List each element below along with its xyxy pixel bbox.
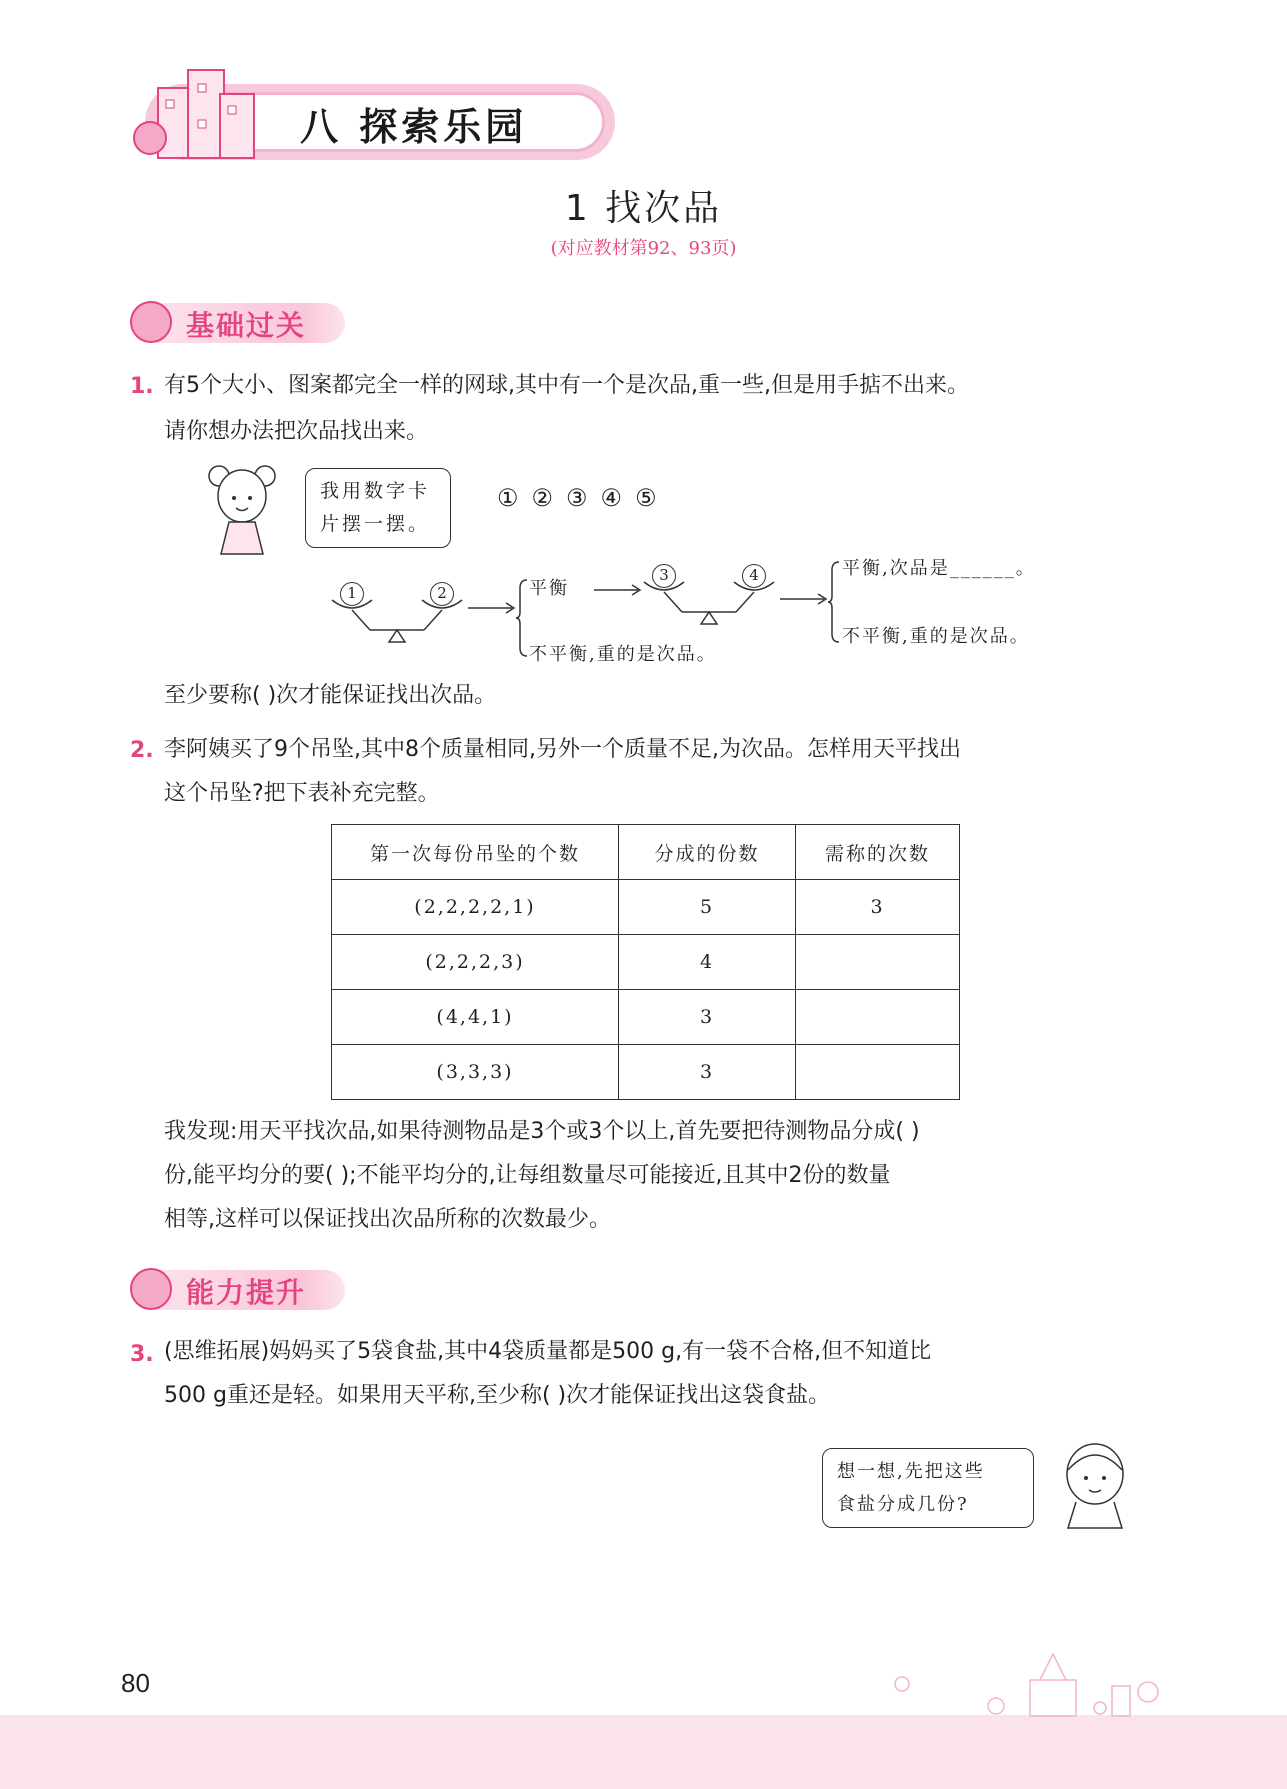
question-text: 这个吊坠?把下表补充完整。 [164, 781, 440, 806]
scale-item: 3 [652, 564, 676, 588]
card-3: ③ [566, 484, 588, 512]
branch2-unbalance: 不平衡,重的是次品。 [842, 626, 1030, 647]
arrow-icon [468, 598, 518, 618]
table-cell: (3,3,3) [332, 1045, 619, 1100]
table-cell: 3 [619, 1045, 796, 1100]
speech-bubble [822, 1448, 1034, 1528]
table-cell: 3 [619, 990, 796, 1045]
table-cell: 3 [796, 880, 960, 935]
table-header: 需称的次数 [796, 825, 960, 880]
question-text: (思维拓展)妈妈买了5袋食盐,其中4袋质量都是500 g,有一袋不合格,但不知道比 [164, 1339, 932, 1364]
table-header: 第一次每份吊坠的个数 [332, 825, 619, 880]
table-header-row [332, 825, 960, 880]
finding-text: 我发现:用天平找次品,如果待测物品是3个或3个以上,首先要把待测物品分成( ) [164, 1119, 920, 1144]
table-cell: (4,4,1) [332, 990, 619, 1045]
finding-text: 相等,这样可以保证找出次品所称的次数最少。 [164, 1207, 611, 1232]
arrow-icon [594, 580, 644, 600]
table-cell: (2,2,2,3) [332, 935, 619, 990]
branch-balance: 平衡 [529, 578, 569, 599]
table-row [332, 990, 960, 1045]
question-text: 有5个大小、图案都完全一样的网球,其中有一个是次品,重一些,但是用手掂不出来。 [164, 373, 969, 398]
branch2-balance: 平衡,次品是______。 [842, 558, 1036, 579]
girl-illustration [1058, 1440, 1133, 1530]
page-number: 80 [121, 1668, 150, 1698]
mascot-icon [130, 301, 172, 343]
question-text: 请你想办法把次品找出来。 [164, 419, 429, 444]
scale-item: 2 [430, 582, 454, 606]
q1-conclusion: 至少要称( )次才能保证找出次品。 [164, 683, 497, 708]
question-number: 3. [130, 1342, 154, 1367]
scale-item: 1 [340, 582, 364, 606]
question-number: 2. [130, 738, 154, 763]
card-4: ④ [600, 484, 623, 512]
table-row [332, 935, 960, 990]
question-text: 500 g重还是轻。如果用天平称,至少称( )次才能保证找出这袋食盐。 [164, 1383, 831, 1408]
card-5: ⑤ [635, 484, 657, 512]
table-row [332, 880, 960, 935]
bubble-line: 我用数字卡 [320, 480, 431, 502]
finding-text: 份,能平均分的要( );不能平均分的,让每组数量尽可能接近,且其中2份的数量 [164, 1163, 891, 1188]
card-1: ① [497, 484, 519, 512]
section-title-basic: 基础过关 [186, 309, 307, 342]
table-row [332, 1045, 960, 1100]
bubble-line: 片摆一摆。 [320, 513, 431, 535]
scale-item: 4 [742, 564, 766, 588]
brace-icon [516, 578, 528, 658]
speech-bubble [305, 468, 451, 548]
bubble-line: 想一想,先把这些 [837, 1461, 985, 1482]
girl-illustration [205, 458, 285, 558]
question-number: 1. [130, 374, 154, 399]
card-2: ② [531, 484, 554, 512]
lesson-title: 1 找次品 [564, 188, 723, 229]
castle-decoration-icon [880, 1650, 1170, 1720]
chapter-title: 八 探索乐园 [300, 105, 528, 149]
table-cell: (2,2,2,2,1) [332, 880, 619, 935]
question-text: 李阿姨买了9个吊坠,其中8个质量相同,另外一个质量不足,为次品。怎样用天平找出 [164, 737, 961, 762]
footer-band [0, 1715, 1287, 1789]
answer-cell[interactable] [796, 1045, 960, 1100]
section-title-advanced: 能力提升 [186, 1276, 307, 1309]
mascot-icon [130, 1268, 172, 1310]
arrow-icon [780, 589, 830, 609]
buildings-icon [128, 58, 278, 168]
pendant-table [331, 824, 960, 1100]
brace-icon [828, 560, 840, 644]
table-header: 分成的份数 [619, 825, 796, 880]
answer-cell[interactable] [796, 935, 960, 990]
branch-unbalance: 不平衡,重的是次品。 [529, 644, 717, 665]
bubble-line: 食盐分成几份? [837, 1494, 969, 1515]
table-cell: 5 [619, 880, 796, 935]
answer-cell[interactable] [796, 990, 960, 1045]
number-cards [497, 484, 657, 512]
table-cell: 4 [619, 935, 796, 990]
lesson-reference: (对应教材第92、93页) [550, 238, 737, 259]
